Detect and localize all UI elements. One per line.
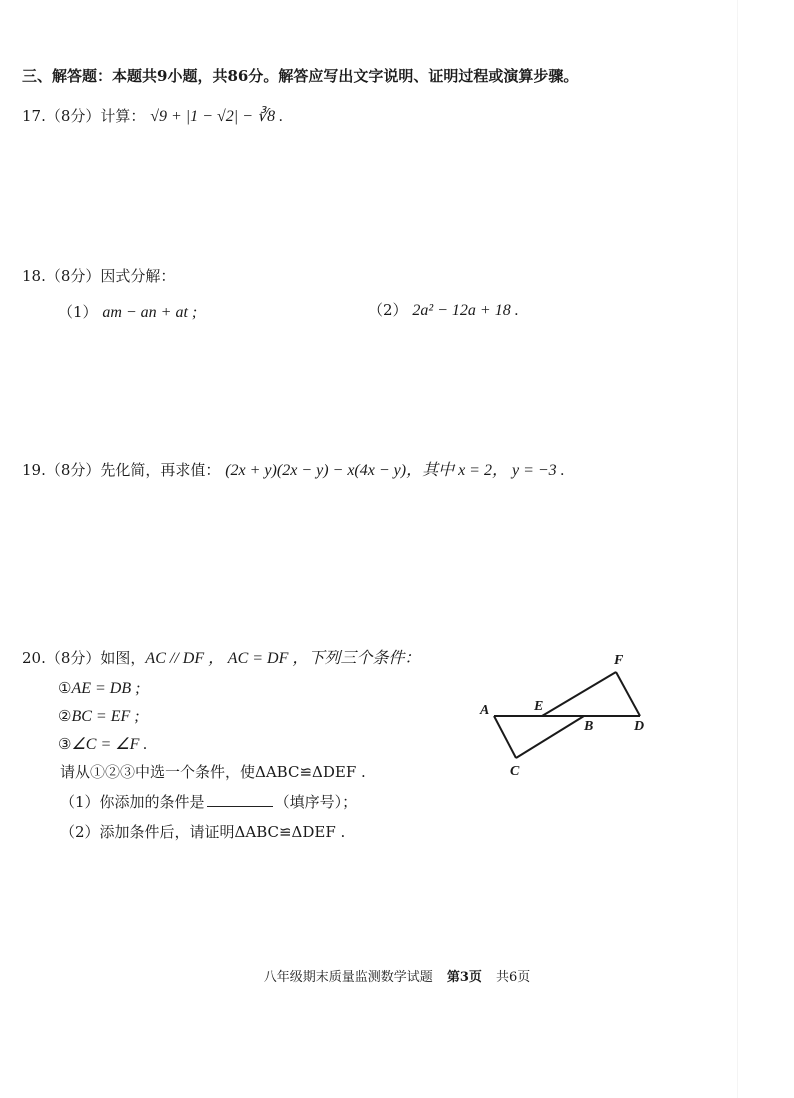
question-score: （8分） xyxy=(45,267,101,285)
condition-text: AE = DB ; xyxy=(71,680,141,697)
condition-text: ∠C = ∠F . xyxy=(71,736,148,753)
question-number: 17. xyxy=(22,107,46,125)
label-a: A xyxy=(480,703,490,718)
question-20 xyxy=(22,648,420,669)
label-d: D xyxy=(634,719,645,734)
part-label: （1） xyxy=(58,303,98,321)
geometry-figure xyxy=(472,648,672,788)
sub-label: （1） xyxy=(60,793,100,811)
question-number: 18. xyxy=(22,267,46,285)
segment-fd xyxy=(616,672,640,716)
label-b: B xyxy=(584,719,594,734)
question-18 xyxy=(22,266,175,286)
footer-title: 八年级期末质量监测数学试题 xyxy=(263,970,433,985)
segment-ac xyxy=(494,716,516,758)
question-20-sub-2 xyxy=(60,822,345,842)
figure-lines xyxy=(494,672,640,758)
question-18-part-1 xyxy=(58,302,197,323)
question-instruction: 因式分解： xyxy=(100,267,176,285)
question-instruction: 如图， xyxy=(100,649,146,667)
footer-page: 第3页 xyxy=(446,970,482,985)
question-given: AC // DF ， AC = DF ，下列三个条件： xyxy=(145,650,421,667)
question-number: 20. xyxy=(22,649,46,667)
label-c: C xyxy=(510,764,520,779)
condition-mark: ③ xyxy=(58,735,72,753)
question-18-part-2 xyxy=(368,300,519,321)
question-score: （8分） xyxy=(45,461,101,479)
part-label: （2） xyxy=(368,301,408,319)
question-number: 19. xyxy=(22,461,46,479)
part-expression: am − an + at ; xyxy=(102,304,198,321)
question-score: （8分） xyxy=(45,649,101,667)
answer-blank[interactable] xyxy=(207,792,273,807)
label-f: F xyxy=(614,653,624,668)
question-instruction: 先化简，再求值： xyxy=(100,461,221,479)
footer-total: 共6页 xyxy=(496,970,531,985)
sub-label: （2） xyxy=(60,823,100,841)
question-19 xyxy=(22,460,565,481)
condition-mark: ② xyxy=(58,707,72,725)
question-condition: ，其中 x = 2， y = −3 . xyxy=(406,462,565,479)
condition-1 xyxy=(58,678,140,699)
page-footer xyxy=(0,966,794,985)
question-instruction: 计算： xyxy=(100,107,146,125)
sub-text: 你添加的条件是 xyxy=(99,793,205,811)
condition-text: BC = EF ; xyxy=(71,708,140,725)
question-expression: (2x + y)(2x − y) − x(4x − y) xyxy=(225,462,407,479)
sub-suffix: （填序号）； xyxy=(274,793,358,811)
label-e: E xyxy=(534,699,544,714)
segment-cb xyxy=(516,716,584,758)
question-score: （8分） xyxy=(45,107,101,125)
condition-2 xyxy=(58,706,140,727)
scan-edge-shadow xyxy=(737,0,738,1098)
part-expression: 2a² − 12a + 18 . xyxy=(412,302,519,319)
question-20-sub-1 xyxy=(60,792,357,812)
question-expression: √9 + |1 − √2| − ∛8 . xyxy=(150,108,284,125)
question-20-task: 请从①②③中选一个条件，使ΔABC≌ΔDEF . xyxy=(60,763,366,781)
sub-text: 添加条件后，请证明ΔABC≌ΔDEF . xyxy=(99,823,346,841)
condition-3 xyxy=(58,734,147,755)
segment-ef xyxy=(542,672,616,716)
question-17 xyxy=(22,106,283,127)
section-header: 三、解答题：本题共9小题，共86分。解答应写出文字说明、证明过程或演算步骤。 xyxy=(22,67,579,85)
condition-mark: ① xyxy=(58,679,72,697)
